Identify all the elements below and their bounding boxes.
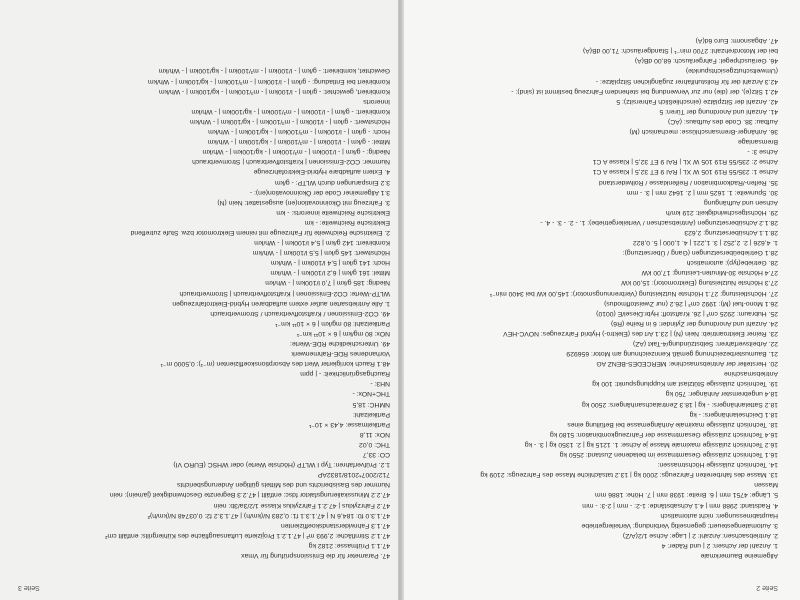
text-line: Achse 2: 235/55 R19 105 W XL | RAI 9 ET 32,5 | Klasse A C1	[592, 158, 778, 166]
text-line: Massen	[754, 481, 778, 489]
text-line: 24. Anzahl und Anordnung der Zylinder: 6 in Reihe (R6)	[610, 319, 778, 327]
text-line: Bremsanlage	[737, 138, 778, 146]
text-line: Vorhandenes RDE-Rahmenwerk	[291, 350, 390, 358]
text-line: 5. Länge: 4751 mm | 6. Breite: 1938 mm | 7. Höhe: 1886 mm	[595, 491, 778, 499]
text-line: 28.1.1 Achsübersetzung: 2,623	[684, 229, 778, 236]
text-line: Partikelzahl:	[352, 410, 390, 418]
text-line: 1.2. Prüfverfahren: Typ I WLTP (Höchste Werte) oder WHSC (EURO VI)	[173, 461, 390, 469]
text-line: Hoch: 141 g/km | 5,4 l/100km | - Wh/km	[270, 259, 390, 267]
text-line: THC: 0,02	[359, 440, 390, 448]
text-line: 42.3 Anzahl der für Rollstuhlfahrer zugänglichen Sitzplätze: -	[595, 77, 778, 85]
text-line: 30. Spurweite: 1. 1625 mm | 2. 1642 mm | 3. - mm	[626, 188, 778, 196]
text-line: WLTP-Werte: CO2-Emissionen | Kraftstoffverbrauch | Stromverbrauch	[179, 289, 390, 297]
text-line: Hauptabmessungen: nicht automatisch	[660, 511, 778, 519]
page-number: Seite 2	[756, 584, 778, 591]
text-line: Hoch: - g/km | - l/100km | - m³/100km | - kg/100km | - Wh/km	[208, 128, 390, 136]
text-line: Allgemeine Baumerkmale	[700, 552, 778, 559]
text-line: Mittel: 161 g/km | 6,2 l/100km | - Wh/km	[270, 269, 390, 277]
text-line: CO: 33,7	[362, 451, 390, 459]
page-number: Seite 3	[18, 584, 40, 591]
text-line: 28.1 Getriebeübersetzungen (Gang / Übersetzung):	[622, 249, 778, 257]
text-line: 4. Radstand: 2988 mm | 4.1 Achsabstände: 1-2: - mm | 2-3: - mm	[582, 501, 778, 509]
text-line: 4. Extern aufladbare Hybrid-Elektrofahrzeuge	[253, 168, 390, 176]
text-line: Niedrig: 185 g/km | 7,0 l/100km | - Wh/km	[265, 279, 390, 287]
text-line: Höchstwert: 145 g/km | 5,5 l/100km | - Wh/km	[252, 249, 390, 257]
text-line: 18.2 Sattelanhängers: - kg | 18.3 Zentralachsanhängers: 2500 kg	[582, 400, 778, 408]
text-line: 42.1 Sitz(e), der (die) nur zur Verwendung bei stehendem Fahrzeug bestimmt ist (sind): -	[511, 87, 778, 95]
text-line: 3.1 Allgemeiner Code der Ökoinnovation(en): -	[249, 188, 390, 196]
text-line: Höchstwert: - g/km | - l/100km | - m³/100km | - kg/100km | - Wh/km	[189, 117, 390, 125]
text-line: 49. Unterschiedliche RDE-Werte:	[290, 340, 390, 348]
text-line: 47. Abgasnorm: Euro 6d(A)	[695, 37, 778, 45]
text-line: 28. Getriebe(typ): automatisch	[686, 259, 778, 267]
text-line: 22. Arbeitsverfahren: Selbstzündung/4-Takt (AZ)	[632, 340, 778, 348]
text-line: 16.1 Technisch zulässige Gesamtmasse im beladenen Zustand: 2550 kg	[559, 451, 778, 459]
document-page-right	[0, 0, 398, 600]
text-line: 16.4 Technisch zulässige Gesamtmasse der Fahrzeugkombination: 5180 kg	[549, 430, 778, 438]
text-line: 14. Technisch zulässige Höchstmassen:	[657, 461, 778, 469]
text-line: 47.1.3 Fahrwiderstandskoeffizienten	[280, 521, 390, 529]
text-line: THC+NOx: -	[352, 390, 390, 398]
text-line: 21. Baumusterbezeichnung gemäß Kennzeichnung am Motor: 656929	[566, 350, 778, 358]
text-line: 47.2 Fahrzyklus | 47.2.1 Fahrzyklus Klasse 1/2/3a/3b: nein	[213, 501, 390, 509]
text-line: 29. Höchstgeschwindigkeit: 219 km/h	[665, 208, 778, 216]
text-line: Nummer: CO2-Emissionen | Kraftstoffverbrauch | Stromverbrauch	[192, 158, 390, 166]
text-line: 2. Antriebsachsen: Anzahl: 2 | Lage: Achse 1/2(A/Z)	[622, 531, 778, 539]
text-line: 19. Technisch zulässige Stützlast am Kupplungspunkt: 100 kg	[592, 380, 778, 388]
text-line: 16.2 Technisch zulässige maximale Masse je Achse: 1. 1215 kg | 2. 1350 kg | 3. - kg	[524, 440, 778, 448]
text-line: 18.4 ungebremster Anhänger: 750 kg	[665, 390, 778, 398]
text-line: 41. Anzahl und Anordnung der Türen: 5	[659, 107, 778, 115]
text-line: 23. Reiner Elektroantrieb: Nein (N) | 23.1 Art des (Elektro-) Hybrid Fahrzeuges: NOVC-HEV	[503, 329, 778, 337]
text-line: NOx: 80 mg/km | 6 × 10¹¹ km⁻¹	[296, 329, 390, 337]
text-line: Elektrische Reichweite: - km	[304, 218, 390, 226]
text-line: 47.1.3.0 f0: 184,6 N | 47.1.3.1 f1: 0,283 N/(km/h) | 47.1.3.2 f2: 0,03748 N/(km/h)²	[147, 511, 390, 519]
text-line: 48.1 Rauch korrigierter Wert des Absorptionskoeffizienten (m⁻¹): 0,5000 m⁻¹	[160, 360, 390, 368]
text-line: 27.4 Höchste 30-Minuten-Leistung: 17,00 kW	[641, 269, 778, 277]
text-line: 27.3 Höchste Nutzleistung (Elektromotor): 15,00 kW	[621, 279, 778, 287]
text-line: 712/2007*2018/1832AP	[317, 471, 390, 479]
text-line: Kombiniert bei Entladung: - g/km | - l/100km | - m³/100km | - kg/100km | - Wh/km	[147, 77, 390, 85]
page-text-block	[18, 65, 390, 560]
text-line: NMHC: 18,5	[352, 400, 390, 408]
page-text-block	[412, 35, 778, 560]
text-line: Nummer des Basisberichts und des Mittels gültigen Änderungsberichts	[176, 481, 390, 489]
document-page-left	[402, 0, 800, 600]
text-line: 47.1.2 Stirnfläche: 2,993 m² | 47.1.2.1 Projizierte Luftansaugfläche des Kühlergrills: entfällt cm²	[105, 531, 390, 539]
text-line: 47. Parameter für die Emissionsprüfung für Vmax	[241, 552, 390, 559]
text-line: 1. Alle Antriebsarten außer extern aufladbaren Hybrid-Elektrofahrzeugen	[172, 299, 390, 307]
text-line: 18.1 Deichselanhängers: - kg	[689, 410, 778, 418]
text-line: 26.1 Mono-fuel (M): 1992 cm³ | 26.2 (nur Zweistoffmodus)	[604, 299, 778, 307]
text-line: 3. Automatengesteuert: gegenseitig Verbindung: Verteilergetriebe	[581, 521, 778, 529]
text-line: Achsen und Aufhängung	[703, 198, 778, 206]
text-line: 1. 4,626 | 2. 2,252 | 3. 1,221 | 4. 1,000 | 5. 0,822	[633, 239, 778, 247]
text-line: NH3: -	[370, 380, 390, 388]
text-line: 49. CO2-Emissionen / Kraftstoffverbrauch / Stromverbrauch	[210, 309, 390, 317]
text-line: Kombiniert: - g/km | - l/100km | - m³/100km | - kg/100km | - Wh/km	[191, 107, 390, 115]
text-line: bei der Motordrehzahl: 2700 min⁻¹ | Standgeräusch: 71,00 dB(A)	[582, 47, 778, 55]
text-line: 20. Hersteller der Antriebsmaschine: MERCEDES-BENZ AG	[596, 360, 778, 368]
text-line: Elektrische Reichweite innerorts: - km	[276, 208, 390, 216]
text-line: 46. Geräuschpegel: Fahrgeräusch: 68,00 dB(A)	[634, 57, 778, 65]
text-line: 35. Reifen-/Radkombination / Reifenklasse / Rollwiderstand	[598, 178, 778, 186]
text-line: Niedrig: - g/km | - l/100km | - m³/100km | - kg/100km | - Wh/km	[202, 148, 390, 156]
text-line: Kombiniert, gewichtet: - g/km | - l/100km | - m³/100km | - kg/100km | - Wh/km	[158, 87, 390, 95]
text-line: 3. Fahrzeug mit Ökoinnovation(en) ausgestattet: Nein (N)	[217, 198, 390, 206]
text-line: Achse 3: -	[747, 148, 778, 156]
text-line: Innerorts	[363, 97, 390, 105]
text-line: Aufbau: 38. Code des Aufbaus: (AC)	[668, 117, 778, 125]
text-line: 18. Technisch zulässige maximale Anhängemasse bei Befüllung eines	[567, 420, 778, 428]
text-line: Achse 1: 235/55 R19 105 W XL | RAI 9 ET 32,5 | Klasse A C1	[592, 168, 778, 176]
text-line: (Umweltschutzgesichtspunkte)	[685, 67, 778, 75]
text-line: Partikelzahl: 80 mg/km | 6 × 10¹¹ km⁻¹	[275, 319, 390, 327]
text-line: Kombiniert: 142 g/km | 5,4 l/100km | - Wh/km	[254, 239, 390, 247]
text-line: Partikelmasse: 4,43 × 10⁻¹	[309, 420, 390, 428]
text-line: 42. Anzahl der Sitzplätze (einschließlich Fahrersitz): 5	[616, 97, 778, 105]
text-line: 47.2.2 Minusskalierungsfaktor fdsc: entfällt | 47.2.3 Begrenzte Geschwindigkeit (ja/nein): nein	[109, 491, 390, 499]
text-line: 36. Anhänger-Bremsanschlüsse: mechanisch (M)	[629, 128, 778, 136]
text-line: 1. Anzahl der Achsen: 2 | und Räder: 4	[661, 541, 778, 549]
text-line: NOx: 11,8	[359, 430, 390, 438]
text-line: 28.1.2 Achsübersetzungen (Antriebsachsen / Verteilergetriebe): 1. - 2. - 3. - 4. -	[540, 218, 778, 226]
text-line: 2. Elektrische Reichweite für Fahrzeuge mit reinem Elektromotor bzw. Stufe zutreffend	[130, 229, 390, 236]
text-line: Antriebsmaschine	[723, 370, 778, 378]
text-line: Mittel: - g/km | - l/100km | - m³/100km | - kg/100km | - Wh/km	[207, 138, 390, 146]
text-line: Gewichtet, kombiniert: - g/km | - l/100km | - m³/100km | - kg/100km | - Wh/km	[158, 67, 390, 75]
text-line: 47.1.1 Prüfmasse: 2182 kg	[308, 541, 390, 549]
text-line: 3.2 Einsparungen durch WLTP: - g/km	[274, 178, 390, 186]
text-line: 25. Hubraum: 2925 cm³ | 26. Kraftstoff: Hybr.Diesel/E (0010)	[596, 309, 778, 317]
text-line: Rauchgasgrünlichkeit: - | ppm	[300, 370, 390, 378]
text-line: 13. Masse des fahrbereiten Fahrzeugs: 2000 kg | 13.2 tatsächliche Masse des Fahrzeugs: 2109 kg	[480, 471, 778, 479]
text-line: 27. Höchstleistung: 27.1 Höchste Nutzleistung (Verbrennungsmotor): 145,00 kW bei 3400 min⁻¹	[489, 289, 778, 297]
